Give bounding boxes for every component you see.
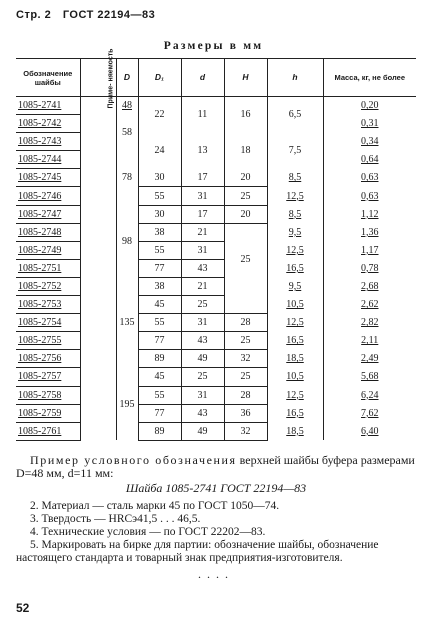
- col-usage: [80, 48, 116, 108]
- cell-h: 10,5: [267, 368, 323, 386]
- page-number: 52: [16, 601, 30, 615]
- cell-D1: 77: [138, 332, 181, 350]
- continuation-dots: · · · ·: [197, 570, 230, 584]
- cell-d: 21: [181, 277, 224, 295]
- cell-usage: [80, 97, 116, 441]
- cell-d: 31: [181, 241, 224, 259]
- table-row: [16, 386, 416, 404]
- table-row: [16, 332, 416, 350]
- cell-D1: 38: [138, 223, 181, 241]
- cell-mass: 0,78: [323, 259, 416, 277]
- cell-mass: 2,11: [323, 332, 416, 350]
- table-row: [16, 169, 416, 187]
- cell-h: 12,5: [267, 187, 323, 205]
- cell-id: 1085-2753: [16, 296, 80, 314]
- cell-d: 25: [181, 368, 224, 386]
- cell-mass: 2,49: [323, 350, 416, 368]
- cell-h: 8,5: [267, 169, 323, 187]
- page-label: Стр. 2: [16, 9, 52, 21]
- cell-h: 10,5: [267, 296, 323, 314]
- cell-D1: 55: [138, 187, 181, 205]
- cell-d: 17: [181, 205, 224, 223]
- cell-mass: 7,62: [323, 404, 416, 422]
- table-row: [16, 133, 416, 151]
- cell-h: 16,5: [267, 404, 323, 422]
- table-header-row: [16, 59, 416, 97]
- cell-H: 18: [224, 133, 267, 169]
- cell-D1: 30: [138, 169, 181, 187]
- cell-d: 25: [181, 296, 224, 314]
- cell-h: 16,5: [267, 332, 323, 350]
- example-intro: [16, 454, 416, 480]
- cell-D1: 22: [138, 97, 181, 133]
- cell-d: 43: [181, 404, 224, 422]
- cell-D1: 77: [138, 259, 181, 277]
- col-usage-label: Приме- няемость: [106, 48, 114, 108]
- cell-H: 32: [224, 422, 267, 440]
- cell-h: 8,5: [267, 205, 323, 223]
- cell-id: 1085-2749: [16, 241, 80, 259]
- table-row: [16, 97, 416, 115]
- cell-mass: 0,31: [323, 115, 416, 133]
- cell-D1: 38: [138, 277, 181, 295]
- cell-D: 78: [116, 151, 138, 205]
- cell-H: 20: [224, 169, 267, 187]
- cell-h: 16,5: [267, 259, 323, 277]
- cell-D1: 45: [138, 368, 181, 386]
- cell-D: 135: [116, 277, 138, 367]
- cell-mass: 2,62: [323, 296, 416, 314]
- table-body: [16, 97, 416, 441]
- cell-id: 1085-2751: [16, 259, 80, 277]
- col-h: h: [267, 59, 323, 97]
- cell-h: 7,5: [267, 133, 323, 169]
- cell-d: 17: [181, 169, 224, 187]
- table-row: [16, 277, 416, 295]
- cell-d: 31: [181, 187, 224, 205]
- cell-id: 1085-2754: [16, 314, 80, 332]
- cell-d: 11: [181, 97, 224, 133]
- cell-D: 48: [116, 97, 138, 115]
- cell-d: 31: [181, 314, 224, 332]
- cell-D1: 77: [138, 404, 181, 422]
- table-caption: Размеры в мм: [163, 40, 264, 52]
- cell-D1: 55: [138, 314, 181, 332]
- cell-id: 1085-2743: [16, 133, 80, 151]
- cell-h: 12,5: [267, 241, 323, 259]
- cell-mass: 0,20: [323, 97, 416, 115]
- cell-H: 36: [224, 404, 267, 422]
- col-D1: D₁: [138, 59, 181, 97]
- standard-number: ГОСТ 22194—83: [62, 9, 156, 21]
- cell-d: 49: [181, 350, 224, 368]
- table-row: [16, 368, 416, 386]
- cell-H: 25: [224, 368, 267, 386]
- cell-id: 1085-2755: [16, 332, 80, 350]
- cell-mass: 5,68: [323, 368, 416, 386]
- cell-D1: 89: [138, 422, 181, 440]
- example-intro-rest: верхней шайбы буфера размерами D=48 мм, d=11 мм:: [16, 453, 415, 480]
- cell-H: 28: [224, 386, 267, 404]
- table-row: [16, 187, 416, 205]
- table-row: [16, 350, 416, 368]
- cell-id: 1085-2748: [16, 223, 80, 241]
- table-row: [16, 241, 416, 259]
- cell-h: 12,5: [267, 386, 323, 404]
- cell-D: 195: [116, 368, 138, 440]
- col-mass: Масса, кг, не более: [323, 59, 416, 97]
- cell-H: 16: [224, 97, 267, 133]
- cell-mass: 1,36: [323, 223, 416, 241]
- cell-id: 1085-2742: [16, 115, 80, 133]
- col-H: H: [224, 59, 267, 97]
- table-row: [16, 422, 416, 440]
- cell-H: 28: [224, 314, 267, 332]
- cell-D1: 45: [138, 296, 181, 314]
- table-row: [16, 404, 416, 422]
- cell-d: 21: [181, 223, 224, 241]
- cell-D1: 55: [138, 386, 181, 404]
- cell-h: 9,5: [267, 277, 323, 295]
- cell-mass: 0,63: [323, 169, 416, 187]
- cell-mass: 2,68: [323, 277, 416, 295]
- cell-id: 1085-2745: [16, 169, 80, 187]
- table-row: [16, 259, 416, 277]
- cell-D: 58: [116, 115, 138, 151]
- dimensions-table: [16, 48, 416, 441]
- cell-mass: 1,12: [323, 205, 416, 223]
- col-designation: Обозначение шайбы: [16, 59, 80, 97]
- cell-d: 43: [181, 332, 224, 350]
- cell-id: 1085-2758: [16, 386, 80, 404]
- item-4: 4. Технические условия — по ГОСТ 22202—83.: [30, 526, 266, 538]
- table-row: [16, 314, 416, 332]
- cell-D1: 55: [138, 241, 181, 259]
- table-row: [16, 296, 416, 314]
- cell-D1: 30: [138, 205, 181, 223]
- cell-id: 1085-2741: [16, 97, 80, 115]
- cell-mass: 0,63: [323, 187, 416, 205]
- cell-id: 1085-2756: [16, 350, 80, 368]
- cell-d: 31: [181, 386, 224, 404]
- example-designation: Шайба 1085-2741 ГОСТ 22194—83: [125, 481, 307, 495]
- cell-id: 1085-2759: [16, 404, 80, 422]
- cell-id: 1085-2746: [16, 187, 80, 205]
- col-D: D: [116, 59, 138, 97]
- cell-h: 18,5: [267, 350, 323, 368]
- cell-id: 1085-2752: [16, 277, 80, 295]
- cell-D1: 24: [138, 133, 181, 169]
- cell-H: 25: [224, 223, 267, 295]
- cell-mass: 2,82: [323, 314, 416, 332]
- cell-id: 1085-2747: [16, 205, 80, 223]
- cell-H: 32: [224, 350, 267, 368]
- col-d: d: [181, 59, 224, 97]
- cell-H: 25: [224, 187, 267, 205]
- cell-id: 1085-2761: [16, 422, 80, 440]
- cell-h: 6,5: [267, 97, 323, 133]
- cell-mass: 6,24: [323, 386, 416, 404]
- item-5: 5. Маркировать на бирке для партии: обозначение шайбы, обозначение настоящего стандарта и товарный знак предприятия-изготовителя.: [16, 539, 379, 564]
- cell-h: 9,5: [267, 223, 323, 241]
- cell-d: 43: [181, 259, 224, 277]
- cell-h: 12,5: [267, 314, 323, 332]
- item-3: 3. Твердость — HRCэ41,5 . . . 46,5.: [30, 513, 201, 525]
- cell-D1: 89: [138, 350, 181, 368]
- table-row: [16, 223, 416, 241]
- cell-D: 98: [116, 205, 138, 277]
- cell-H: 20: [224, 205, 267, 223]
- cell-H: [224, 296, 267, 314]
- cell-mass: 1,17: [323, 241, 416, 259]
- cell-mass: 0,64: [323, 151, 416, 169]
- item-2: 2. Материал — сталь марки 45 по ГОСТ 1050—74.: [30, 500, 280, 512]
- cell-d: 49: [181, 422, 224, 440]
- example-intro-spaced: Пример условного обозначения: [30, 453, 237, 467]
- cell-mass: 6,40: [323, 422, 416, 440]
- table-row: [16, 205, 416, 223]
- cell-id: 1085-2757: [16, 368, 80, 386]
- cell-H: 25: [224, 332, 267, 350]
- cell-d: 13: [181, 133, 224, 169]
- cell-h: 18,5: [267, 422, 323, 440]
- cell-mass: 0,34: [323, 133, 416, 151]
- cell-id: 1085-2744: [16, 151, 80, 169]
- page-header: [16, 9, 155, 21]
